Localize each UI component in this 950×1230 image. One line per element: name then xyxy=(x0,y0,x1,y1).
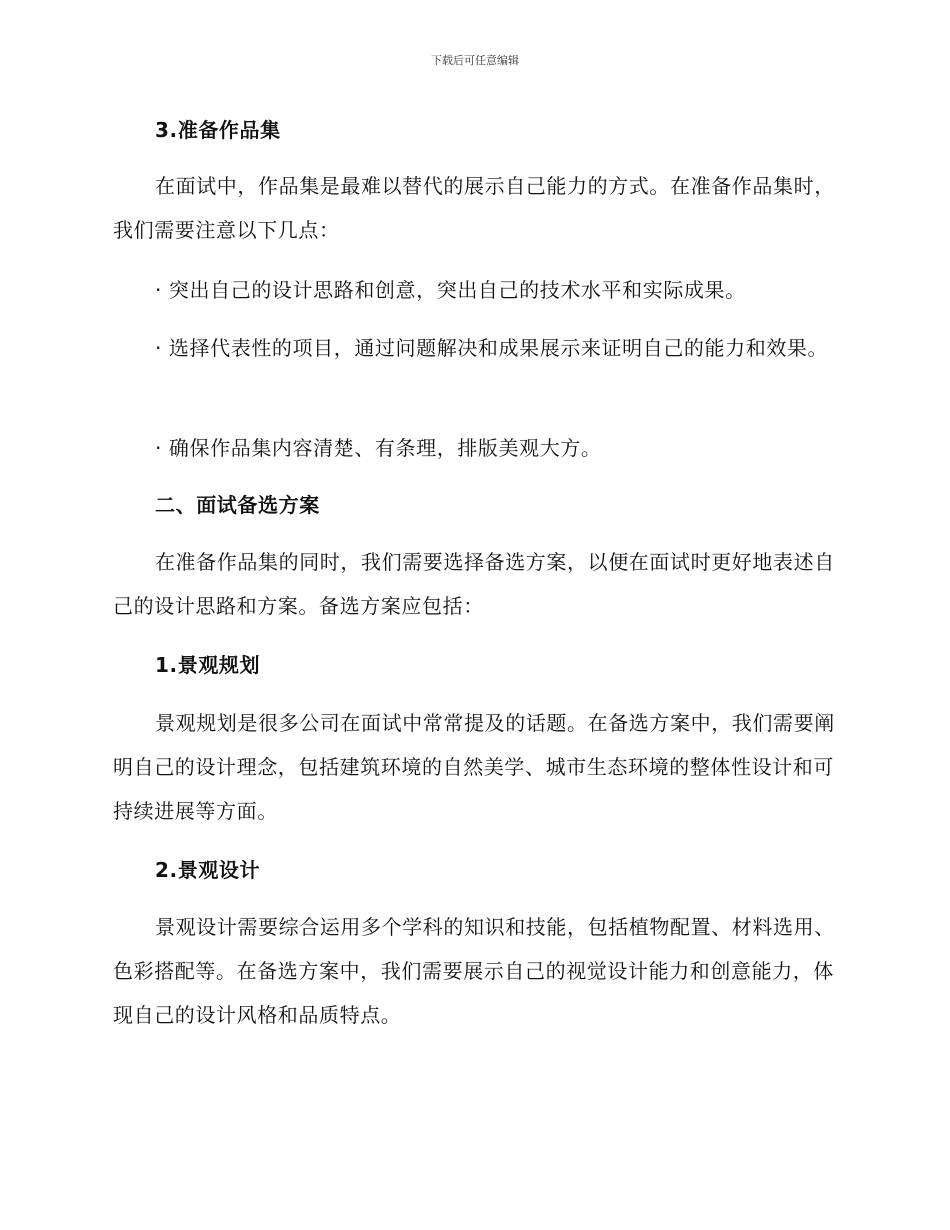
bullet-clear-layout: · 确保作品集内容清楚、有条理，排版美观大方。 xyxy=(155,436,602,460)
section-heading-landscape-planning: 1.景观规划 xyxy=(155,653,261,677)
paragraph-portfolio-intro: 在面试中，作品集是最难以替代的展示自己能力的方式。在准备作品集时，我们需要注意以下几点： xyxy=(113,174,835,242)
page-header: 下载后可任意编辑 xyxy=(431,54,519,67)
bullet-representative-projects: · 选择代表性的项目，通过问题解决和成果展示来证明自己的能力和效果。 xyxy=(155,336,829,360)
section-heading-portfolio: 3.准备作品集 xyxy=(155,118,281,142)
paragraph-landscape-planning: 景观规划是很多公司在面试中常常提及的话题。在备选方案中，我们需要阐明自己的设计理念，包括建筑环境的自然美学、城市生态环境的整体性设计和可持续进展等方面。 xyxy=(113,711,835,823)
section-heading-landscape-design: 2.景观设计 xyxy=(155,858,261,882)
paragraph-landscape-design: 景观设计需要综合运用多个学科的知识和技能，包括植物配置、材料选用、色彩搭配等。在备选方案中，我们需要展示自己的视觉设计能力和创意能力，体现自己的设计风格和品质特点。 xyxy=(113,915,835,1027)
paragraph-alternatives-intro: 在准备作品集的同时，我们需要选择备选方案，以便在面试时更好地表述自己的设计思路和方案。备选方案应包括： xyxy=(113,550,835,618)
bullet-design-ideas: · 突出自己的设计思路和创意，突出自己的技术水平和实际成果。 xyxy=(155,278,746,302)
section-heading-alternatives: 二、面试备选方案 xyxy=(155,493,320,517)
